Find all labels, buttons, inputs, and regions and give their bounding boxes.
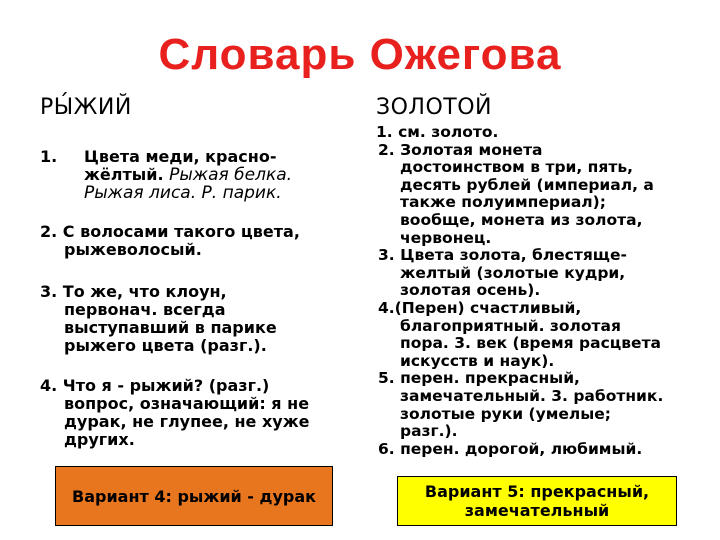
definition-1-text: Цвета меди, красно- [84,147,277,166]
definition-4-line: 4. Что я - рыжий? (разг.) [40,376,270,395]
page-title: Словарь Ожегова [158,30,562,79]
definition-3-line: 3. То же, что клоун, [40,282,227,301]
definition-4-line: дурак, не глупее, не хуже [64,412,310,431]
right-definition-line: пора. 3. век (время расцвета [400,334,662,353]
definition-4-line: других. [64,430,135,449]
right-definition-line: 4.(Перен) счастливый, [378,298,582,317]
right-definition-line: замечательный. 3. работник. [400,386,664,405]
right-definition-line: желтый (золотые кудри, [400,263,626,282]
definition-4-line: вопрос, означающий: я не [64,394,310,413]
right-definitions [376,124,706,458]
right-definition-line: 3. Цвета золота, блестяще- [378,246,627,265]
definition-3-line: рыжего цвета (разг.). [64,336,267,355]
definition-2-line: 2. С волосами такого цвета, [40,222,300,241]
right-definition-line: искусств и наук). [400,351,555,370]
left-definitions [40,148,350,202]
headword-zolotoy: ЗОЛОТОЙ [376,95,492,120]
right-definition-line: червонец. [400,228,492,247]
right-definition-line: золотые руки (умелые; [400,404,611,423]
definition-4 [40,377,360,449]
right-definition-line: десять рублей (империал, а [400,175,654,194]
example-ryzhaya-lisa: Рыжая лиса. Р. парик. [84,183,282,203]
variant-5-label-line: Вариант 5: прекрасный, [424,482,650,501]
right-definition-line: разг.). [400,422,458,441]
headword-ryzhiy: РЫ́ЖИЙ [40,95,132,120]
definition-1 [40,148,350,202]
definition-1-text-2: жёлтый. [84,165,164,184]
variant-4-label: Вариант 4: рыжий - дурак [72,486,316,506]
variant-5-box [397,476,677,526]
right-definition-line: 6. перен. дорогой, любимый. [378,439,643,458]
definition-3 [40,283,350,355]
right-definition-line: 5. перен. прекрасный, [378,369,580,388]
definition-2 [40,223,350,259]
variant-4-box [55,466,333,526]
definition-3-line: выступавший в парике [64,318,277,337]
variant-5-label-line: замечательный [464,501,610,520]
right-definition-line: вообще, монета из золота, [400,210,643,229]
right-definition-line: достоинством в три, пять, [400,158,634,177]
right-definition-line: 2. Золотая монета [378,140,543,159]
definition-2-line: рыжеволосый. [64,240,202,259]
example-ryzhaya-belka: Рыжая белка. [169,165,293,185]
right-definition-line: 1. см. золото. [376,123,499,141]
right-definition-line: благоприятный. золотая [400,316,621,335]
right-definition-line: золотая осень). [400,281,541,300]
definition-1-number: 1. [40,147,58,166]
definition-3-line: первонач. всегда [64,300,226,319]
right-definition-line: также полуимпериал); [400,193,606,212]
